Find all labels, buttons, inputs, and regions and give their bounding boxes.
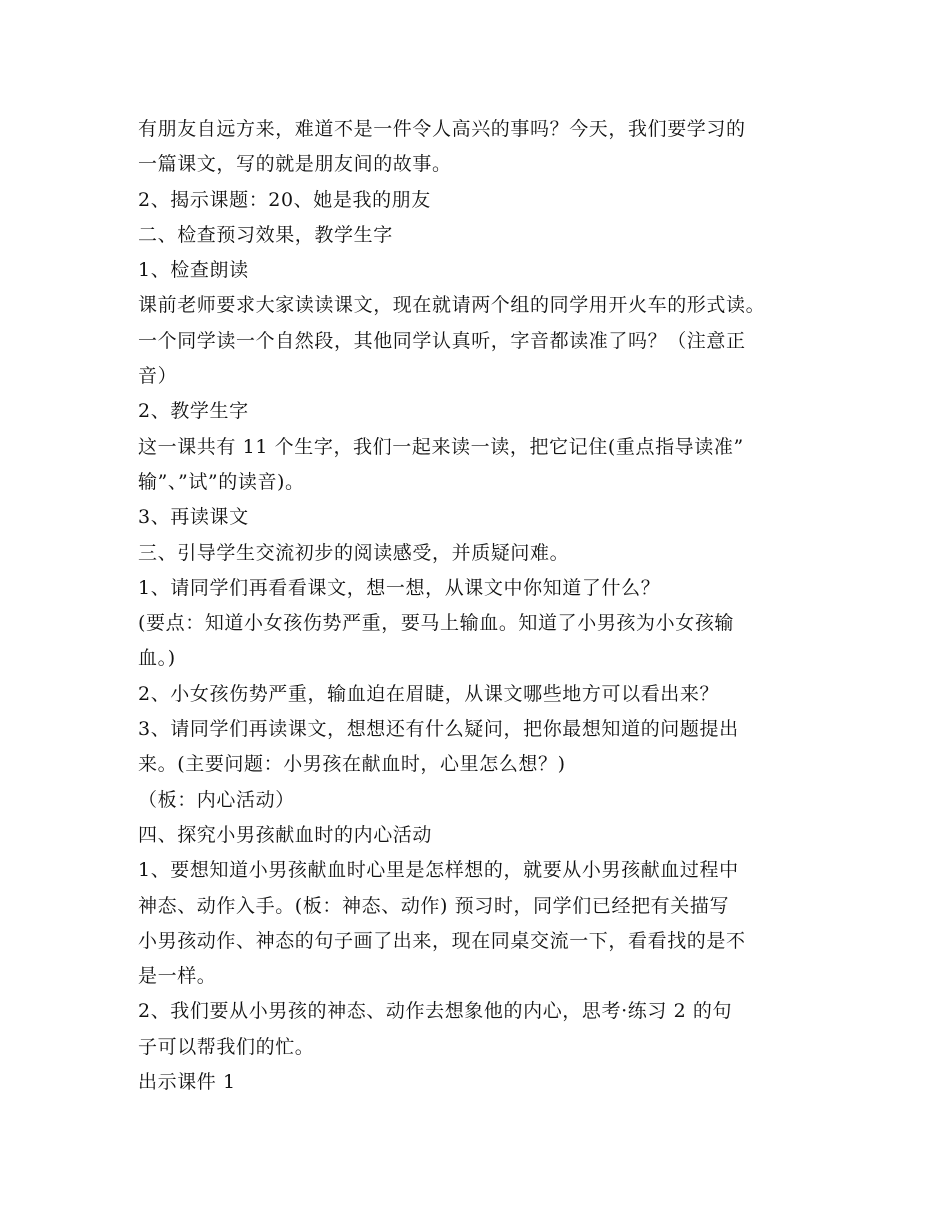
text-line: 是一样。 <box>138 965 217 988</box>
text-line: (要点：知道小女孩伤势严重，要马上输血。知道了小男孩为小女孩输 <box>138 612 735 635</box>
text-line: 1、请同学们再看看课文，想一想，从课文中你知道了什么？ <box>138 576 661 599</box>
text-line: 3、请同学们再读课文，想想还有什么疑问，把你最想知道的问题提出 <box>138 718 739 741</box>
text-line: 小男孩动作、神态的句子画了出来，现在同桌交流一下，看看找的是不 <box>138 929 746 952</box>
text-line: 2、教学生字 <box>138 400 249 423</box>
text-line: 一个同学读一个自然段，其他同学认真听，字音都读准了吗？（注意正 <box>138 329 746 352</box>
text-line: 2、我们要从小男孩的神态、动作去想象他的内心，思考·练习 2 的句 <box>138 1000 733 1023</box>
text-line: 2、揭示课题：20、她是我的朋友 <box>138 188 431 211</box>
section-heading: 四、探究小男孩献血时的内心活动 <box>138 823 433 846</box>
text-line: 子可以帮我们的忙。 <box>138 1035 315 1058</box>
text-line: 音） <box>138 365 178 388</box>
text-line: 2、小女孩伤势严重，输血迫在眉睫，从课文哪些地方可以看出来？ <box>138 682 720 705</box>
text-line: 课前老师要求大家读读课文，现在就请两个组的同学用开火车的形式读。 <box>138 294 766 317</box>
text-line: 1、要想知道小男孩献血时心里是怎样想的，就要从小男孩献血过程中 <box>138 859 739 882</box>
text-line: 神态、动作入手。(板：神态、动作) 预习时，同学们已经把有关描写 <box>138 894 730 917</box>
section-heading: 三、引导学生交流初步的阅读感受，并质疑问难。 <box>138 541 570 564</box>
text-line: 3、再读课文 <box>138 506 249 529</box>
text-line: 来。(主要问题：小男孩在献血时，心里怎么想？) <box>138 753 566 776</box>
text-line: 血。) <box>138 647 176 670</box>
text-line: 1、检查朗读 <box>138 259 249 282</box>
text-line: 出示课件 1 <box>138 1071 236 1094</box>
document-body <box>138 112 818 1100</box>
section-heading: 二、检查预习效果，教学生字 <box>138 223 393 246</box>
text-line: 一篇课文，写的就是朋友间的故事。 <box>138 153 452 176</box>
text-line: 有朋友自远方来，难道不是一件令人高兴的事吗？今天，我们要学习的 <box>138 118 746 140</box>
text-line: 输”、”试”的读音)。 <box>138 470 305 493</box>
text-line: （板：内心活动） <box>138 788 295 811</box>
text-line: 这一课共有 11 个生字，我们一起来读一读，把它记住(重点指导读准” <box>138 435 744 458</box>
